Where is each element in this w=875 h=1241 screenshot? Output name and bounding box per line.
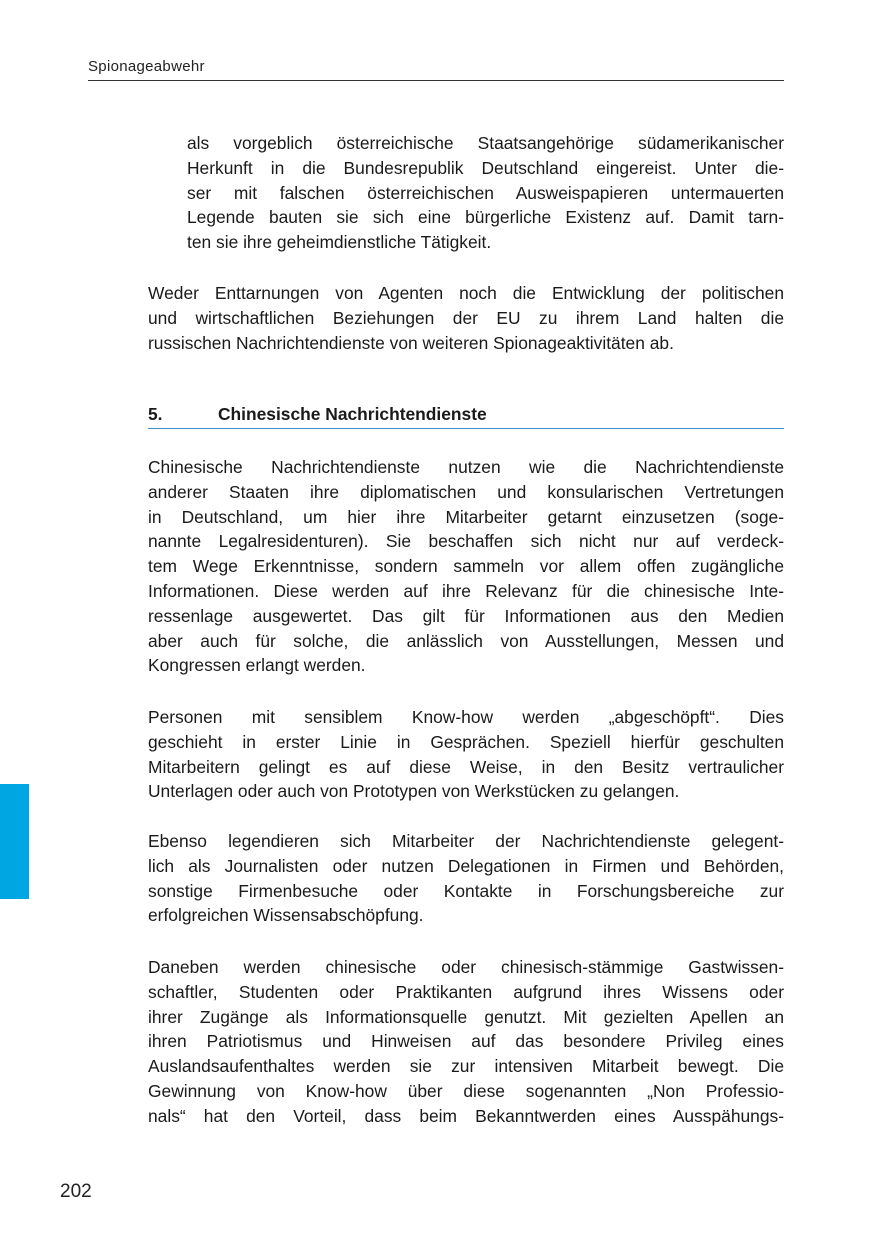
text-line: ten sie ihre geheimdienstliche Tätigkeit. <box>187 232 492 253</box>
running-header: Spionageabwehr <box>88 58 784 81</box>
text-line: Informationen. Diese werden auf ihre Relevanz für die chinesische Inte- <box>148 580 784 601</box>
text-line: Personen mit sensiblem Know-how werden „abgeschöpft“. Dies <box>148 707 784 727</box>
text-line: Kongressen erlangt werden. <box>148 655 366 676</box>
text-line: Herkunft in die Bundesrepublik Deutschland eingereist. Unter die- <box>187 157 784 178</box>
text-line: ser mit falschen österreichischen Ausweispapieren untermauerten <box>187 182 784 203</box>
text-line: ressenlage ausgewertet. Das gilt für Informationen aus den Medien <box>148 605 784 626</box>
text-line: in Deutschland, um hier ihre Mitarbeiter getarnt einzusetzen (soge- <box>148 506 784 527</box>
section-title: Chinesische Nachrichtendienste <box>218 404 487 424</box>
text-line: russischen Nachrichtendienste von weiteren Spionageaktivitäten ab. <box>148 332 674 353</box>
text-line: lich als Journalisten oder nutzen Delegationen in Firmen und Behörden, <box>148 855 784 876</box>
text-line: schaftler, Studenten oder Praktikanten aufgrund ihres Wissens oder <box>148 981 784 1002</box>
paragraph-5 <box>148 955 784 1129</box>
text-line: als vorgeblich österreichische Staatsangehörige südamerikanischer <box>187 133 784 153</box>
text-line: erfolgreichen Wissensabschöpfung. <box>148 905 424 926</box>
text-line: Unterlagen oder auch von Prototypen von Werkstücken zu gelangen. <box>148 781 680 802</box>
text-line: Legende bauten sie sich eine bürgerliche Existenz auf. Damit tarn- <box>187 207 784 228</box>
text-line: Chinesische Nachrichtendienste nutzen wie die Nachrichtendienste <box>148 457 784 477</box>
text-line: Ebenso legendieren sich Mitarbeiter der Nachrichtendienste gelegent- <box>148 831 784 851</box>
text-line: ihrer Zugänge als Informationsquelle genutzt. Mit gezielten Apellen an <box>148 1006 784 1027</box>
text-line: aber auch für solche, die anlässlich von Ausstellungen, Messen und <box>148 630 784 651</box>
page-number: 202 <box>60 1181 92 1202</box>
text-line: Weder Enttarnungen von Agenten noch die Entwicklung der politischen <box>148 283 784 303</box>
text-line: tem Wege Erkenntnisse, sondern sammeln vor allem offen zugängliche <box>148 556 784 577</box>
text-line: ihren Patriotismus und Hinweisen auf das besondere Privileg eines <box>148 1031 784 1052</box>
paragraph-3 <box>148 705 784 804</box>
section-heading <box>148 404 784 429</box>
text-line: Gewinnung von Know-how über diese sogenannten „Non Professio- <box>148 1080 784 1101</box>
text-line: nals“ hat den Vorteil, dass beim Bekanntwerden eines Ausspähungs- <box>148 1105 784 1126</box>
chapter-tab-marker <box>0 784 29 899</box>
paragraph-4 <box>148 829 784 928</box>
text-line: Daneben werden chinesische oder chinesisch-stämmige Gastwissen- <box>148 957 784 977</box>
text-line: sonstige Firmenbesuche oder Kontakte in Forschungsbereiche zur <box>148 880 784 901</box>
text-line: Auslandsaufenthaltes werden sie zur intensiven Mitarbeit bewegt. Die <box>148 1056 784 1077</box>
paragraph-2 <box>148 455 784 678</box>
text-line: geschieht in erster Linie in Gesprächen. Speziell hierfür geschulten <box>148 731 784 752</box>
section-number: 5. <box>148 404 163 424</box>
indented-quote <box>187 131 784 255</box>
text-line: nannte Legalresidenturen). Sie beschaffen sich nicht nur auf verdeck- <box>148 531 784 552</box>
text-line: anderer Staaten ihre diplomatischen und konsularischen Vertretungen <box>148 481 784 502</box>
text-line: und wirtschaftlichen Beziehungen der EU zu ihrem Land halten die <box>148 307 784 328</box>
paragraph-1 <box>148 281 784 355</box>
text-line: Mitarbeitern gelingt es auf diese Weise, in den Besitz vertraulicher <box>148 756 784 777</box>
